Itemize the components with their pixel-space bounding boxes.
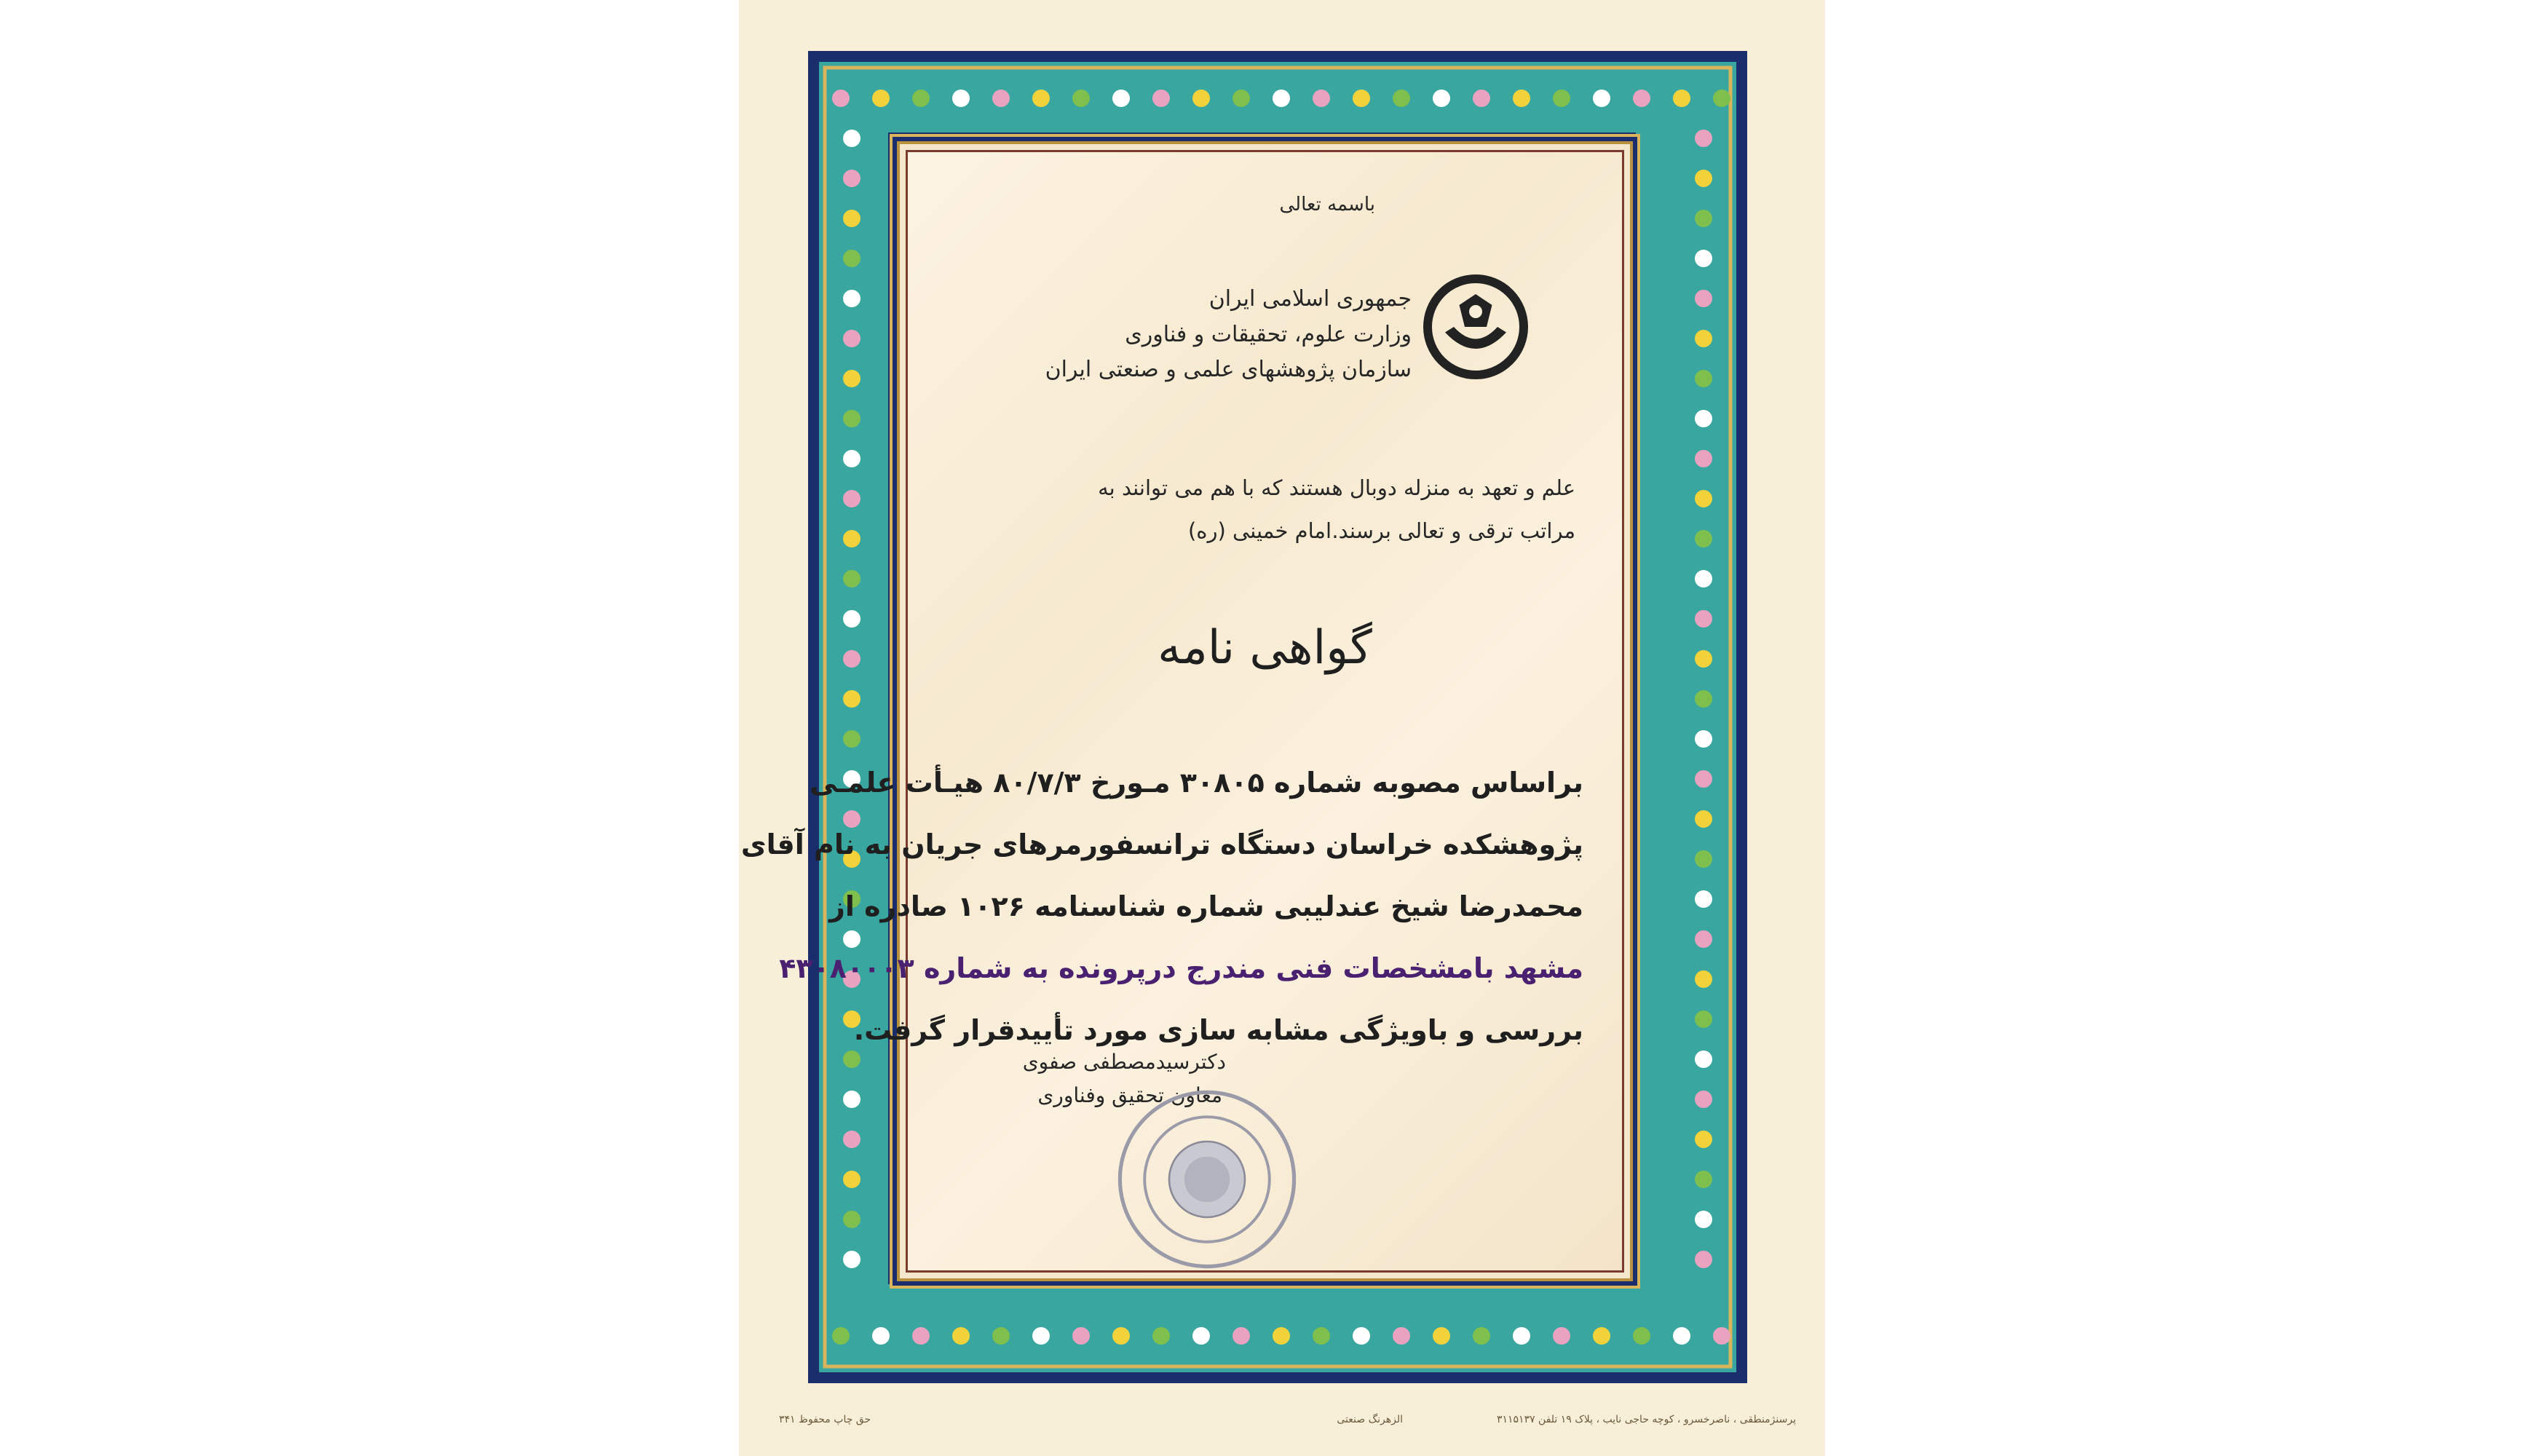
flower-motif xyxy=(843,690,860,708)
flower-motif xyxy=(1695,810,1712,828)
invocation: باسمه تعالی xyxy=(1279,194,1375,215)
flower-motif xyxy=(1695,970,1712,988)
flower-motif xyxy=(843,1131,860,1148)
org-line-organization: سازمان پژوهشهای علمی و صنعتی ایران xyxy=(1045,357,1412,382)
flower-motif xyxy=(1273,90,1290,107)
flower-motif xyxy=(1072,90,1090,107)
flower-motif xyxy=(1695,890,1712,908)
flower-motif xyxy=(843,450,860,467)
flower-motif xyxy=(952,1327,970,1345)
quote-line-2: مراتب ترقی و تعالی برسند. xyxy=(1332,518,1575,543)
flower-motif xyxy=(1513,90,1530,107)
body-line-2: پژوهشکده خراسان دستگاه ترانسفورمرهای جریان به نام آقای xyxy=(740,828,1583,860)
body-line-3: محمدرضا شیخ عندلیبی شماره شناسنامه ۱۰۲۶ صادره از xyxy=(828,890,1583,922)
organization-emblem-icon xyxy=(1421,272,1530,381)
flower-motif xyxy=(843,1171,860,1188)
footer-code: حق چاپ محفوظ ۳۴۱ xyxy=(779,1414,871,1425)
flower-motif xyxy=(1695,290,1712,307)
flower-motif xyxy=(843,1051,860,1068)
flower-motif xyxy=(1695,610,1712,628)
body-line-5: بررسی و باویژگی مشابه سازی مورد تأییدقرار گرفت. xyxy=(853,1014,1583,1046)
signatory-name: دکترسیدمصطفی صفوی xyxy=(1022,1050,1226,1074)
org-line-republic: جمهوری اسلامی ایران xyxy=(1208,286,1412,312)
flower-motif xyxy=(872,90,890,107)
flower-motif xyxy=(1695,730,1712,748)
flower-motif xyxy=(843,570,860,587)
footer-printer: الزهرنگ صنعتی xyxy=(1337,1414,1403,1425)
flower-motif xyxy=(1593,1327,1610,1345)
flower-motif xyxy=(1695,690,1712,708)
flower-motif xyxy=(1695,570,1712,587)
flower-motif xyxy=(1673,1327,1690,1345)
flower-motif xyxy=(843,730,860,748)
flower-motif xyxy=(1112,1327,1130,1345)
flower-motif xyxy=(1593,90,1610,107)
flower-motif xyxy=(843,130,860,147)
flower-motif xyxy=(1695,1091,1712,1108)
flower-motif xyxy=(1072,1327,1090,1345)
flower-motif xyxy=(1695,850,1712,868)
flower-motif xyxy=(1553,1327,1570,1345)
flower-motif xyxy=(1112,90,1130,107)
flower-motif xyxy=(843,370,860,387)
flower-motif xyxy=(843,810,860,828)
flower-motif xyxy=(1473,90,1490,107)
flower-motif xyxy=(1152,90,1170,107)
flower-motif xyxy=(832,90,850,107)
org-line-ministry: وزارت علوم، تحقیقات و فناوری xyxy=(1125,322,1412,347)
flower-motif xyxy=(912,1327,930,1345)
flower-motif xyxy=(1695,930,1712,948)
flower-motif xyxy=(1695,1051,1712,1068)
flower-motif xyxy=(1695,330,1712,347)
flower-motif xyxy=(992,1327,1010,1345)
flower-motif xyxy=(843,930,860,948)
flower-motif xyxy=(1695,530,1712,547)
flower-motif xyxy=(1633,90,1650,107)
flower-motif xyxy=(1695,650,1712,668)
flower-motif xyxy=(1695,770,1712,788)
flower-motif xyxy=(1393,90,1410,107)
flower-motif xyxy=(1353,90,1370,107)
flower-motif xyxy=(1695,1010,1712,1028)
body-line-4: مشهد بامشخصات فنی مندرج درپرونده به شماره ۴۳۰۸۰۰۰۳ xyxy=(779,952,1583,984)
body-line-1: براساس مصوبه شماره ۳۰۸۰۵ مـورخ ۸۰/۷/۳ هیـأت علمـی xyxy=(810,767,1583,799)
flower-motif xyxy=(1695,1171,1712,1188)
flower-motif xyxy=(1353,1327,1370,1345)
flower-motif xyxy=(1233,1327,1250,1345)
flower-motif xyxy=(1695,250,1712,267)
flower-motif xyxy=(1713,90,1730,107)
flower-motif xyxy=(992,90,1010,107)
flower-motif xyxy=(1032,1327,1050,1345)
flower-motif xyxy=(1152,1327,1170,1345)
flower-motif xyxy=(843,610,860,628)
flower-motif xyxy=(872,1327,890,1345)
certificate xyxy=(739,0,1825,1456)
quote-line-1: علم و تعهد به منزله دوبال هستند که با هم می توانند به xyxy=(1098,475,1575,500)
flower-motif xyxy=(1695,410,1712,427)
footer-address: پرسنژمنطقی ، ناصرخسرو ، کوچه حاجی نایب ، پلاک ۱۹ تلفن ۳۱۱۵۱۳۷ xyxy=(1496,1414,1796,1425)
flower-motif xyxy=(1233,90,1250,107)
flower-motif xyxy=(1473,1327,1490,1345)
flower-motif xyxy=(1513,1327,1530,1345)
flower-motif xyxy=(1695,450,1712,467)
flower-motif xyxy=(1695,1131,1712,1148)
flower-motif xyxy=(952,90,970,107)
flower-motif xyxy=(1695,130,1712,147)
flower-motif xyxy=(912,90,930,107)
flower-motif xyxy=(843,210,860,227)
flower-motif xyxy=(1192,1327,1210,1345)
flower-motif xyxy=(843,330,860,347)
flower-motif xyxy=(1393,1327,1410,1345)
flower-motif xyxy=(1553,90,1570,107)
flower-motif xyxy=(843,410,860,427)
certificate-title: گواهی نامه xyxy=(1158,621,1372,675)
flower-motif xyxy=(1695,170,1712,187)
quote-author: امام خمینی (ره) xyxy=(1187,518,1332,543)
flower-motif xyxy=(1313,1327,1330,1345)
flower-motif xyxy=(843,250,860,267)
flower-motif xyxy=(1032,90,1050,107)
flower-motif xyxy=(1433,1327,1450,1345)
flower-motif xyxy=(843,530,860,547)
flower-motif xyxy=(843,490,860,507)
flower-motif xyxy=(1633,1327,1650,1345)
flower-motif xyxy=(1695,1211,1712,1228)
flower-motif xyxy=(1695,490,1712,507)
flower-motif xyxy=(843,1091,860,1108)
signatory-title: معاون تحقیق وفناوری xyxy=(1037,1083,1222,1107)
flower-motif xyxy=(1695,210,1712,227)
flower-motif xyxy=(843,290,860,307)
flower-motif xyxy=(1673,90,1690,107)
flower-motif xyxy=(1313,90,1330,107)
official-seal xyxy=(1112,1085,1302,1274)
flower-motif xyxy=(843,1251,860,1268)
flower-motif xyxy=(843,1211,860,1228)
flower-motif xyxy=(1713,1327,1730,1345)
flower-motif xyxy=(843,650,860,668)
flower-motif xyxy=(832,1327,850,1345)
flower-motif xyxy=(1695,370,1712,387)
flower-motif xyxy=(1192,90,1210,107)
certificate-body xyxy=(740,141,1633,1281)
flower-motif xyxy=(1695,1251,1712,1268)
flower-motif xyxy=(1273,1327,1290,1345)
flower-motif xyxy=(1433,90,1450,107)
flower-motif xyxy=(843,170,860,187)
